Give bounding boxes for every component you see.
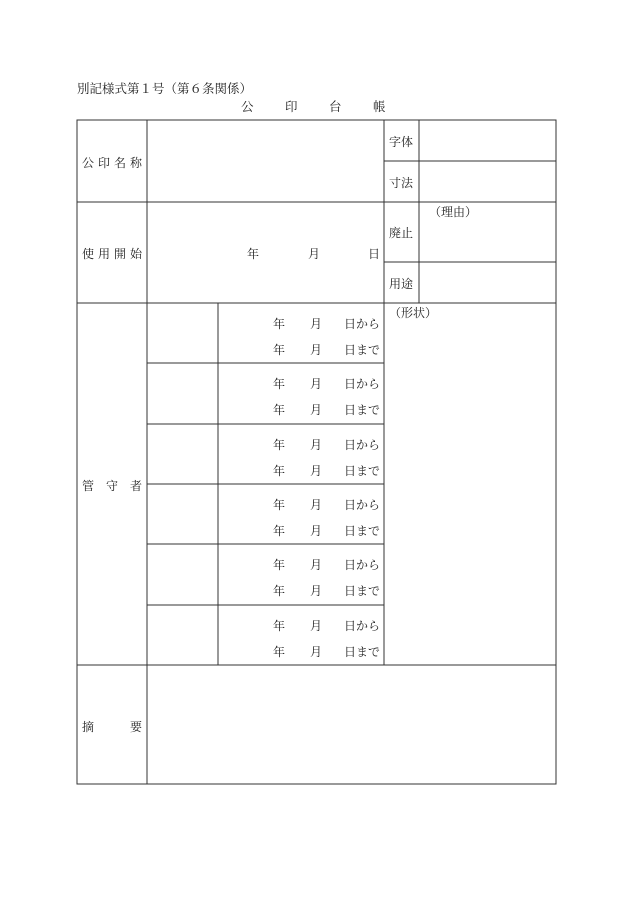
custodian-1-until-until-label: 日まで [344, 343, 381, 357]
seal-name-label: 公 印 名 称 [82, 156, 142, 170]
custodian-4-until-until-label: 日まで [344, 524, 381, 538]
font-style-label: 字体 [389, 135, 414, 149]
custodian-3-until-year-label: 年 [273, 464, 286, 478]
custodian-4-from-from-label: 日から [344, 498, 381, 512]
custodian-3-from-month-label: 月 [310, 438, 323, 452]
custodian-5-until-until-label: 日まで [344, 584, 381, 598]
custodian-2-from-year-label: 年 [273, 377, 286, 391]
custodian-1-from-year-label: 年 [273, 317, 286, 331]
custodian-6-from-from-label: 日から [344, 619, 381, 633]
custodian-5-until-year-label: 年 [273, 584, 286, 598]
custodian-3-from-from-label: 日から [344, 438, 381, 452]
custodian-1-until-year-label: 年 [273, 343, 286, 357]
custodian-label: 管 守 者 [82, 479, 142, 493]
custodian-2-until-until-label: 日まで [344, 403, 381, 417]
shape-label: （形状） [389, 306, 438, 320]
custodian-5-from-from-label: 日から [344, 558, 381, 572]
start-month-label: 月 [308, 247, 321, 261]
custodian-6-from-year-label: 年 [273, 619, 286, 633]
custodian-2-until-month-label: 月 [310, 403, 323, 417]
dimensions-label: 寸法 [389, 176, 414, 190]
custodian-5-until-month-label: 月 [310, 584, 323, 598]
custodian-6-until-month-label: 月 [310, 645, 323, 659]
reason-label: （理由） [429, 205, 478, 219]
custodian-6-from-month-label: 月 [310, 619, 323, 633]
purpose-label: 用途 [389, 277, 414, 291]
custodian-2-from-month-label: 月 [310, 377, 323, 391]
custodian-5-from-month-label: 月 [310, 558, 323, 572]
custodian-5-from-year-label: 年 [273, 558, 286, 572]
custodian-2-from-from-label: 日から [344, 377, 381, 391]
custodian-4-until-month-label: 月 [310, 524, 323, 538]
custodian-4-until-year-label: 年 [273, 524, 286, 538]
custodian-4-from-year-label: 年 [273, 498, 286, 512]
custodian-6-until-until-label: 日まで [344, 645, 381, 659]
form-number: 別記様式第１号（第６条関係） [77, 81, 253, 96]
custodian-1-until-month-label: 月 [310, 343, 323, 357]
custodian-3-from-year-label: 年 [273, 438, 286, 452]
custodian-3-until-month-label: 月 [310, 464, 323, 478]
custodian-1-from-from-label: 日から [344, 317, 381, 331]
summary-label: 摘 要 [82, 720, 142, 734]
custodian-1-from-month-label: 月 [310, 317, 323, 331]
custodian-4-from-month-label: 月 [310, 498, 323, 512]
start-year-label: 年 [247, 247, 260, 261]
custodian-2-until-year-label: 年 [273, 403, 286, 417]
custodian-3-until-until-label: 日まで [344, 464, 381, 478]
start-day-label: 日 [368, 247, 381, 261]
abolition-label: 廃止 [389, 226, 414, 240]
custodian-6-until-year-label: 年 [273, 645, 286, 659]
start-use-label: 使 用 開 始 [82, 247, 142, 261]
